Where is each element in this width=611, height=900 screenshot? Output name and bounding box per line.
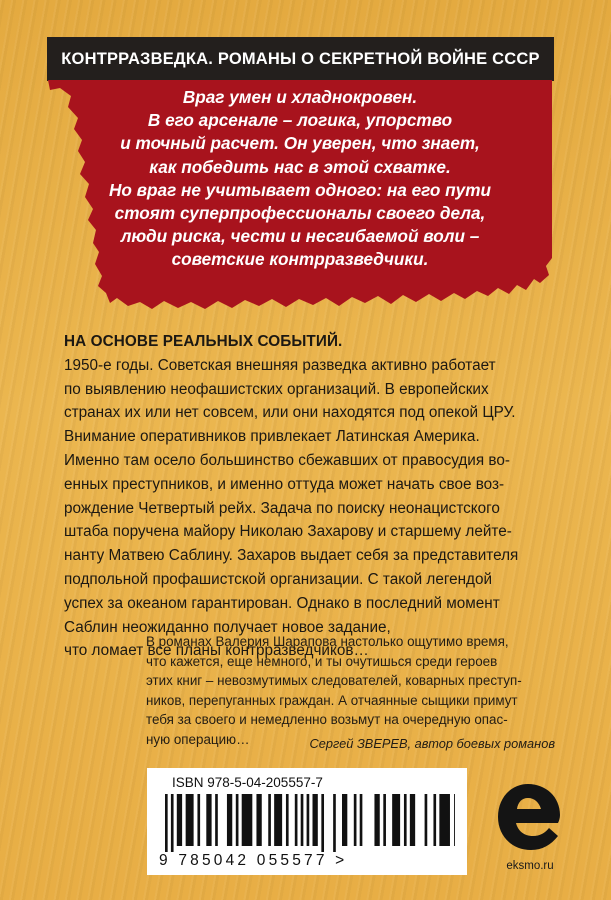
review-line: что кажется, еще немного, и ты очутишься среди героев	[146, 653, 498, 669]
barcode-bar	[454, 794, 455, 846]
annotation-line: странах их или нет совсем, или они находятся под опекой ЦРУ.	[64, 404, 516, 422]
isbn-text: ISBN 978-5-04-205557-7	[172, 775, 323, 790]
barcode-bar	[392, 794, 400, 846]
barcode-bar	[215, 794, 218, 846]
teaser-line: и точный расчет. Он уверен, что знает,	[120, 133, 480, 154]
barcode-bar	[439, 794, 450, 846]
barcode-bar	[286, 794, 289, 846]
annotation-line: 1950-е годы. Советская внешняя разведка активно работает	[64, 356, 496, 374]
barcode-bar	[227, 794, 232, 846]
barcode-bar	[242, 794, 253, 846]
barcode-bar	[206, 794, 211, 846]
barcode-bar	[256, 794, 261, 846]
review-line: этих книг – невозмутимых следователей, коварных преступ-	[146, 673, 522, 689]
review-author: Сергей ЗВЕРЕВ, автор боевых романов	[309, 736, 555, 751]
annotation-line: что ломает все планы контрразведчиков…	[64, 642, 369, 660]
review-line: тебя за своего и немедленно возьмут на очередную опас-	[146, 712, 508, 728]
barcode-bar	[354, 794, 357, 846]
review-line: ников, перепуганных граждан. А отчаянные сыщики примут	[146, 692, 518, 708]
annotation-line: Именно там осело большинство сбежавших от правосудия во-	[64, 451, 510, 469]
barcode-bar	[165, 794, 168, 852]
barcode-bar	[374, 794, 379, 846]
barcode-bar	[295, 794, 298, 846]
teaser-line: Но враг не учитывает одного: на его пути	[108, 179, 492, 200]
annotation-block	[64, 330, 564, 663]
review-line: ную операцию…	[146, 731, 250, 747]
annotation-line: нанту Матвею Саблину. Захаров выдает себя за представителя	[64, 547, 519, 565]
annotation-heading: НА ОСНОВЕ РЕАЛЬНЫХ СОБЫТИЙ.	[64, 333, 343, 350]
barcode-bar	[333, 794, 336, 852]
ean-digits: 9 785042 055577 >	[159, 852, 348, 869]
teaser-line: как победить нас в этой схватке.	[149, 156, 451, 177]
annotation-line: подпольной профашистской организации. С такой легендой	[64, 570, 493, 588]
barcode-bar	[410, 794, 415, 846]
barcode-bar	[404, 794, 407, 846]
barcode-bar	[433, 794, 436, 846]
teaser-line: советские контрразведчики.	[171, 249, 429, 270]
barcode-bar	[186, 794, 194, 846]
barcode-bar	[307, 794, 310, 846]
annotation-line: Саблин неожиданно получает новое задание,	[64, 618, 391, 636]
annotation-line: штаба поручена майору Николаю Захарову и старшему лейте-	[64, 523, 512, 541]
annotation-line: успех за океаном гарантирован. Однако в последний момент	[64, 594, 500, 612]
review-line: В романах Валерия Шарапова настолько ощутимо время,	[146, 634, 509, 649]
barcode-panel	[147, 768, 467, 875]
barcode-bar	[171, 794, 174, 852]
barcode-bar	[197, 794, 200, 846]
barcode-bar	[301, 794, 304, 846]
publisher-url: eksmo.ru	[506, 860, 554, 872]
teaser-text	[40, 86, 560, 272]
review-quote	[146, 632, 566, 750]
barcode-bar	[425, 794, 428, 846]
annotation-line: Внимание оперативников привлекает Латинская Америка.	[64, 428, 480, 446]
teaser-line: Враг умен и хладнокровен.	[182, 87, 418, 107]
barcode-bar	[321, 794, 324, 852]
annotation-line: по выявлению неофашистских организаций. В европейских	[64, 380, 489, 398]
teaser-line: люди риска, чести и несгибаемой воли –	[120, 226, 480, 247]
barcode-bars	[159, 794, 455, 852]
barcode-bar	[236, 794, 239, 846]
barcode-bar	[342, 794, 347, 846]
barcode-bar	[313, 794, 318, 846]
barcode-bar	[268, 794, 271, 846]
series-title: КОНТРРАЗВЕДКА. РОМАНЫ О СЕКРЕТНОЙ ВОЙНЕ СССР	[47, 37, 554, 81]
annotation-line: енных преступников, и именно оттуда может начать свое воз-	[64, 475, 505, 493]
barcode-bar	[177, 794, 182, 846]
teaser-line: В его арсенале – логика, упорство	[147, 110, 453, 131]
eksmo-logo-icon-svg	[488, 778, 568, 858]
barcode-bar	[383, 794, 386, 846]
barcode-bar	[360, 794, 363, 846]
teaser-line: стоят суперпрофессионалы своего дела,	[114, 203, 486, 224]
barcode-bar	[274, 794, 282, 846]
annotation-line: рождение Четвертый рейх. Задача по поиску неонацистского	[64, 499, 500, 517]
